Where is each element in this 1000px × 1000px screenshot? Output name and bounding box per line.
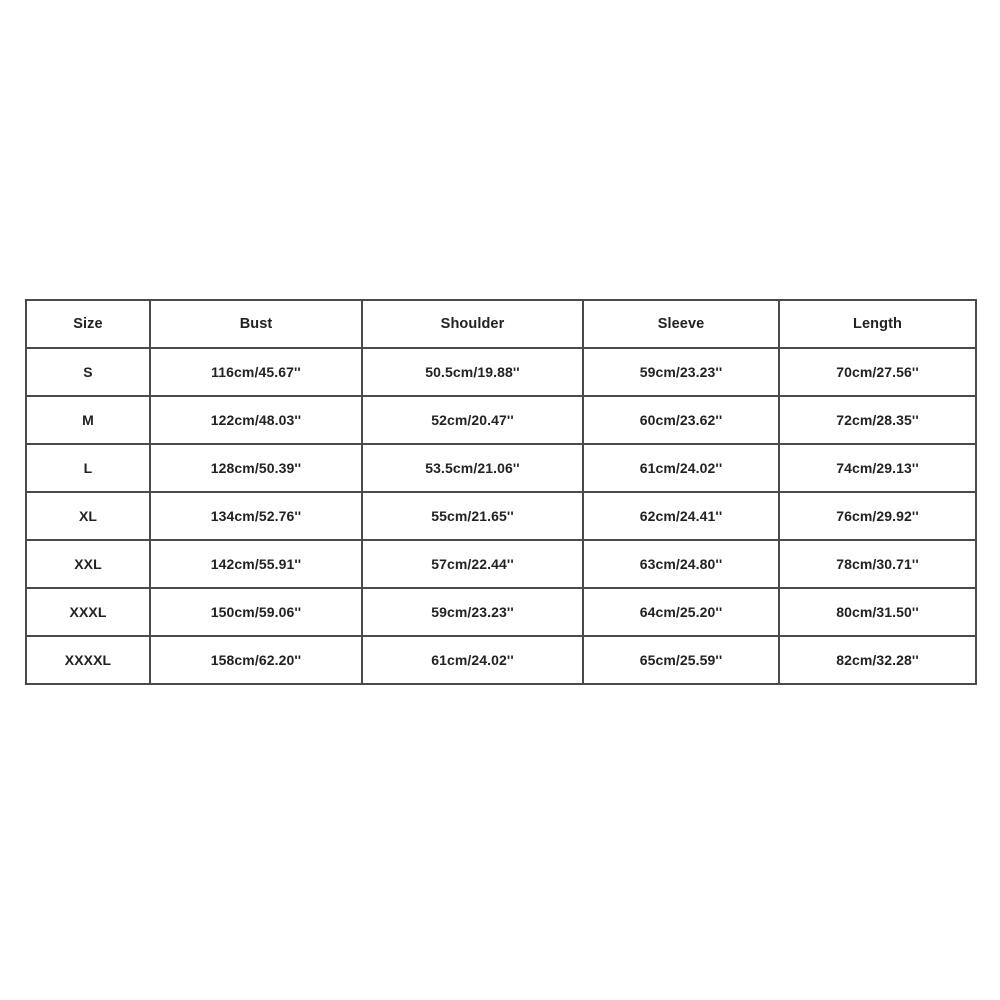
table-row <box>26 588 976 636</box>
cell-sleeve: 62cm/24.41'' <box>583 492 779 540</box>
cell-length: 76cm/29.92'' <box>779 492 976 540</box>
cell-shoulder: 53.5cm/21.06'' <box>362 444 583 492</box>
cell-shoulder: 50.5cm/19.88'' <box>362 348 583 396</box>
cell-length: 72cm/28.35'' <box>779 396 976 444</box>
cell-length: 74cm/29.13'' <box>779 444 976 492</box>
cell-bust: 122cm/48.03'' <box>150 396 362 444</box>
cell-bust: 128cm/50.39'' <box>150 444 362 492</box>
header-row <box>26 300 976 348</box>
cell-length: 82cm/32.28'' <box>779 636 976 684</box>
cell-length: 80cm/31.50'' <box>779 588 976 636</box>
table-row <box>26 636 976 684</box>
cell-sleeve: 60cm/23.62'' <box>583 396 779 444</box>
table-row <box>26 540 976 588</box>
header-length: Length <box>779 300 976 348</box>
cell-shoulder: 52cm/20.47'' <box>362 396 583 444</box>
cell-size: XL <box>26 492 150 540</box>
header-shoulder: Shoulder <box>362 300 583 348</box>
cell-length: 70cm/27.56'' <box>779 348 976 396</box>
cell-size: XXL <box>26 540 150 588</box>
header-sleeve: Sleeve <box>583 300 779 348</box>
cell-size: S <box>26 348 150 396</box>
cell-bust: 116cm/45.67'' <box>150 348 362 396</box>
table-row <box>26 492 976 540</box>
header-size: Size <box>26 300 150 348</box>
cell-bust: 134cm/52.76'' <box>150 492 362 540</box>
size-chart-table <box>25 299 977 685</box>
cell-shoulder: 55cm/21.65'' <box>362 492 583 540</box>
cell-size: L <box>26 444 150 492</box>
cell-length: 78cm/30.71'' <box>779 540 976 588</box>
cell-bust: 158cm/62.20'' <box>150 636 362 684</box>
table-row <box>26 396 976 444</box>
table-row <box>26 348 976 396</box>
cell-size: M <box>26 396 150 444</box>
cell-shoulder: 61cm/24.02'' <box>362 636 583 684</box>
cell-shoulder: 59cm/23.23'' <box>362 588 583 636</box>
table-row <box>26 444 976 492</box>
cell-size: XXXL <box>26 588 150 636</box>
cell-sleeve: 63cm/24.80'' <box>583 540 779 588</box>
cell-shoulder: 57cm/22.44'' <box>362 540 583 588</box>
cell-sleeve: 64cm/25.20'' <box>583 588 779 636</box>
cell-bust: 142cm/55.91'' <box>150 540 362 588</box>
header-bust: Bust <box>150 300 362 348</box>
cell-size: XXXXL <box>26 636 150 684</box>
cell-bust: 150cm/59.06'' <box>150 588 362 636</box>
cell-sleeve: 59cm/23.23'' <box>583 348 779 396</box>
cell-sleeve: 65cm/25.59'' <box>583 636 779 684</box>
cell-sleeve: 61cm/24.02'' <box>583 444 779 492</box>
